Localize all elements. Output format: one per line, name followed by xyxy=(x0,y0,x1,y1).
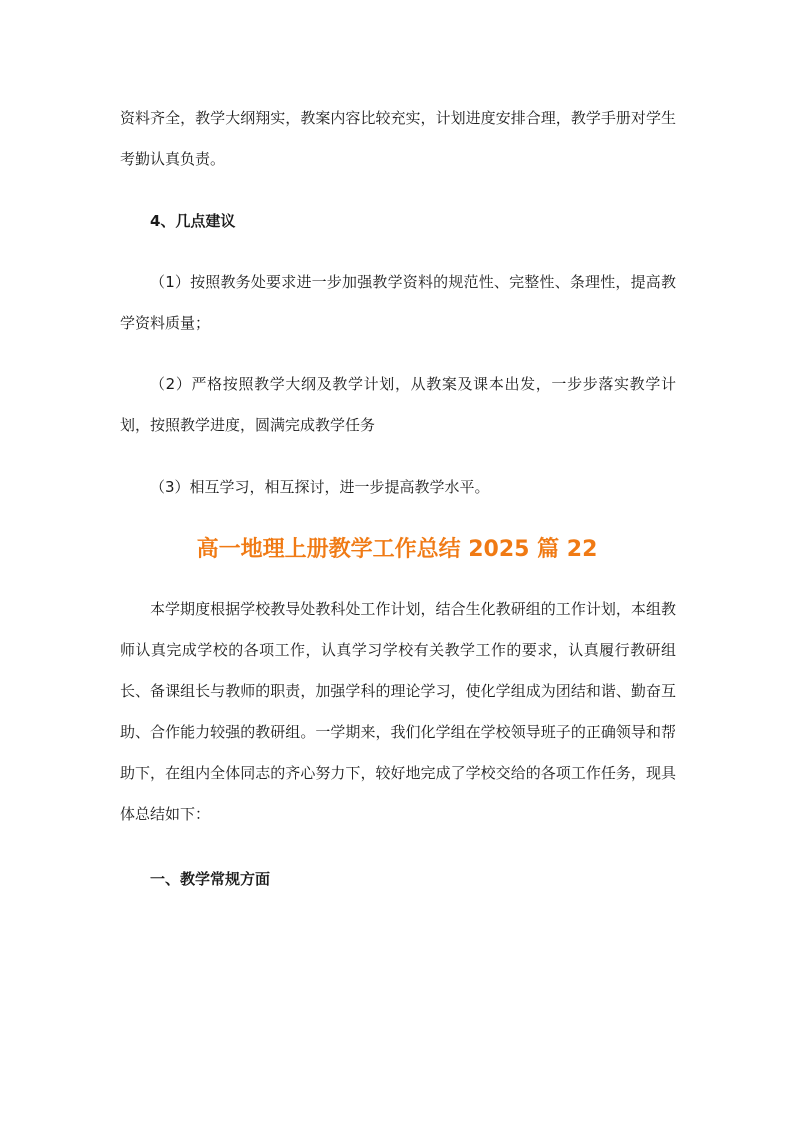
section-heading-teaching-routine: 一、教学常规方面 xyxy=(150,870,271,888)
section-heading-suggestions: 4、几点建议 xyxy=(150,212,236,230)
suggestion-item-3: （3）相互学习，相互探讨，进一步提高教学水平。 xyxy=(150,478,490,496)
paragraph-continued: 资料齐全，教学大纲翔实，教案内容比较充实，计划进度安排合理，教学手册对学生考勤认真负责。 xyxy=(120,109,676,168)
suggestion-item-1: （1）按照教务处要求进一步加强教学资料的规范性、完整性、条理性，提高教学资料质量； xyxy=(120,273,676,332)
article-title: 高一地理上册教学工作总结 2025 篇 22 xyxy=(196,537,598,562)
suggestion-item-2: （2）严格按照教学大纲及教学计划，从教案及课本出发，一步步落实教学计划，按照教学进度，圆满完成教学任务 xyxy=(120,375,676,434)
article-intro-paragraph: 本学期度根据学校教导处教科处工作计划，结合生化教研组的工作计划，本组教师认真完成学校的各项工作，认真学习学校有关教学工作的要求，认真履行教研组长、备课组长与教师的职责，加强学科的理论学习，使化学组成为团结和谐、勤奋互助、合作能力较强的教研组。一学期来，我们化学组在学校领导班子的正确领导和帮助下，在组内全体同志的齐心努力下，较好地完成了学校交给的各项工作任务，现具体总结如下： xyxy=(120,600,676,823)
